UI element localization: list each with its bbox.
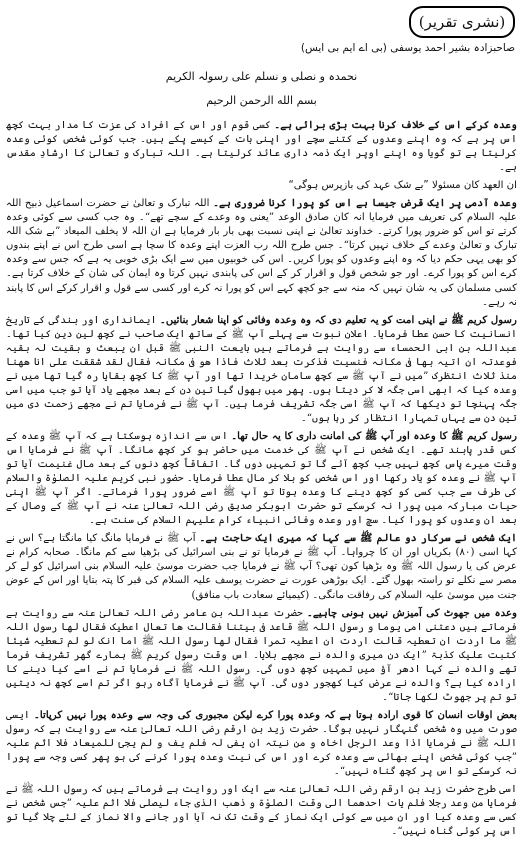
paragraph-text: آپ ﷺ نے فرمایا مانگ کیا مانگتا ہے؟ اس نے کہا اسی (۸۰) بکریاں اور ان کا چرواہا۔ آپ ﷺ نے فرمایا تو نے بنی اسرائیل کی بڑھیا سے کم مانگا۔ صحابہ کرام نے عرض کی یا رسول اللہ ﷺ وہ بڑھیا کون تھی؟ آپ ﷺ نے فرمایا جب حضرت موسیٰ علیہ السلام بنی اسرائیل کو لے کر مصر سے نکلے تو راستہ بھول گئے۔ ایک بوڑھی عورت نے حضرت یوسف علیہ السلام کی قبر کا پتہ بتایا اور اس کے عوض جنت میں موسیٰ علیہ السلام کی رفاقت مانگی۔ (کیمیائے سعادت باب منافق) [6, 533, 518, 601]
paragraph [6, 313, 517, 426]
paragraph-lead: وعدہ آدمی پر ایک قرض جیسا ہے اس کو پورا کرنا ضروری ہے۔ [213, 197, 517, 210]
paragraph-text: حضرت عبداللہ بن عامر رضی اللہ تعالیٰ عنہ سے روایت ہے فرماتے ہیں دعتنی امی یوما و رسول اللہ ﷺ قاعد فی بیتنا فقالت ھا تعال اعطیک فقال لھا رسول اللہ ﷺ ما اردت ان تعطیہ قالت اردت ان اعطیہ تمرا فقال لھا رسول اللہ ﷺ اما انک لو لم تعطیہ شیئا کتبت علیک کذبۃ ”ایک دن میری والدہ نے مجھے بلایا۔ اس وقت رسول کریم ﷺ ہمارے گھر تشریف فرما تھے والدہ نے کہا ادھر آؤ میں تمہیں کچھ دوں گی۔ رسول اللہ ﷺ نے فرمایا تم نے اسے کیا دینے کا ارادہ کیا ہے؟ والدہ نے عرض کیا کھجور دوں گی۔ آپ ﷺ نے فرمایا آگاہ رہو اگر تم اسے کچھ نہ دیتیں تو تم پر جھوٹ لکھا جاتا“۔ [6, 607, 517, 703]
paragraph-lead: رسول کریم ﷺ کا وعدہ اور آپ ﷺ کی امانت داری کا یہ حال تھا۔ [231, 429, 517, 442]
paragraph-lead: رسول کریم ﷺ نے اپنی امت کو یہ تعلیم دی کہ وہ وعدہ وفائی کو اپنا شعار بنائیں۔ [159, 313, 517, 326]
paragraph-text: ایمانداری اور بندگی کے تاریخ انسانیت کا حسن عطا فرمایا۔ اعلان نبوت سے پہلے آپ ﷺ کے ساتھ ایک صاحب نے کچھ لین دین کیا تھا۔ عبداللہ بن ابی الحمساء سے روایت ہے فرماتے ہیں بایعت النبی ﷺ قبل ان یبعث و بقیت لہ بقیہ فوعدتہ ان اتیہ بھا فی مکانہ فنسیت فذکرت بعد ثلاث فاذا ھو فی مکانہ فقال لقد شققت علی انا ھھنا منذ ثلاث انتظرک ”میں نے آپ ﷺ سے کچھ سامان خریدا تھا اور آپ ﷺ کا کچھ بقایا رہ گیا تھا میں نے وعدہ کیا کہ ابھی اسی جگہ لا کر دیتا ہوں۔ پھر میں بھول گیا تین دن کے بعد مجھے یاد آیا تو جب میں اسی جگہ پہنچا تو دیکھا کہ آپ ﷺ اسی جگہ تشریف فرما ہیں۔ آپ ﷺ نے فرمایا تم نے مجھے زحمت دی میں تین دن سے یہاں تمہارا انتظار کر رہا ہوں“۔ [6, 314, 517, 424]
article-title: (نشری تقریر) [418, 13, 506, 31]
paragraph [6, 429, 517, 528]
paragraph-text: کسی قوم اور اس کے افراد کی عزت کا مدار بہت کچھ اس پر ہے کہ وہ اپنے وعدوں کے کتنے سچے اور اپنی بات کے کیسے پکے ہیں۔ جب کوئی شخص کوئی وعدہ کرلیتا ہے تو گویا وہ اپنے اوپر ایک ذمہ داری عائد کرلیتا ہے۔ اللہ تبارک و تعالیٰ کا ارشادِ مقدس ہے۔ [6, 120, 517, 174]
paragraph [6, 782, 517, 839]
paragraph-lead: ایک شخص نے سرکار دو عالم ﷺ سے کہا کہ میری ایک حاجت ہے۔ [199, 532, 518, 545]
paragraph-text: اس سے اندازہ ہوسکتا ہے کہ آپ ﷺ وعدہ کے کس قدر پابند تھے۔ ایک شخص نے آپ ﷺ کی خدمت میں حاضر ہو کر کچھ مانگا۔ آپ ﷺ نے فرمایا اس وقت میرے پاس کچھ نہیں جب کچھ آئے گا تو تمہیں دوں گا۔ اتفاقاً کچھ دنوں کے بعد مال غنیمت آیا تو آپ ﷺ نے وعدہ کو یاد رکھا اور اس شخص کو بلا کر مال عطا فرمایا۔ حضور نبی کریم علیہ الصلوٰۃ والسلام کی طرف سے جب کسی کو کچھ دینے کا وعدہ ہوتا تو آپ ﷺ اسے ضرور پورا فرماتے۔ اگر آپ ﷺ اپنی حیات مبارکہ میں پورا نہ کرسکے تو حضرت ابوبکر صدیق رضی اللہ تعالیٰ عنہ نے آپ ﷺ کے وصال کے بعد ان وعدوں کو پورا کیا۔ سچ اور وعدہ وفائی انبیاء کرام علیہم السلام کی سنت ہے۔ [6, 430, 517, 527]
bismillah-line: بسم الله الرحمن الرحیم [206, 94, 317, 107]
opening-line: نحمدہ و نصلی و نسلم علی رسولہ الکریم [165, 70, 358, 83]
paragraph-text: ان العھد کان مسئولا ”بے شک عہد کی بازپرس ہوگی“ [288, 180, 517, 192]
paragraph-lead: وعدہ کرکے اس کے خلاف کرنا بہت بڑی برائی ہے۔ [274, 119, 517, 131]
paragraph [6, 118, 517, 175]
author-line: صاحبزادہ بشیر احمد یوسفی (بی اے ایم بی ایس) [300, 42, 515, 54]
paragraph [6, 196, 517, 309]
paragraph-text: اللہ تبارک و تعالیٰ نے حضرت اسماعیل ذبیح اللہ علیہ السلام کی تعریف میں فرمایا انہ کان صادق الوعد ”یعنی وہ وعدے کے سچے تھے“۔ وہ جب کسی سے کوئی وعدہ کرتے تو اس کو ضرور پورا کرتے۔ خداوند تعالیٰ نے اپنی نسبت بھی بار بار فرمایا ہے ان اللہ لا یخلف المیعاد ”بے شک اللہ تبارک و تعالیٰ وعدے کے خلاف نہیں کرتا“۔ جس طرح اللہ رب العزت اپنے وعدہ کا سچا ہے اسی طرح اس نے اپنے بندوں کو بھی یہی حکم دیا کہ وہ اپنے وعدوں کو پورا کریں۔ اس کی خوبیوں میں سے ایک بڑی خوبی یہ ہے کہ جس سے وعدہ کرے اس کو پورا کرے۔ اور جو شخص قول و اقرار کر کے اس کی پابندی نہیں کرتا وہ ایمان کی شان کے خلاف کرتا ہے۔ کسی مسلمان کی یہ شان نہیں کہ منہ سے جو کچھ کہے اس کو پورا نہ کرے اور کسی سے قول و اقرار کرکے اس کا پابند نہ رہے۔ [6, 198, 517, 308]
paragraph-lead: بعض اوقات انسان کا قوی ارادہ ہوتا ہے کہ وعدہ پورا کرے لیکن مجبوری کی وجہ سے وعدہ پورا نہیں کرپاتا۔ [33, 708, 517, 721]
paragraph-text: اسی طرح حضرت زید بن ارقم رضی اللہ تعالیٰ عنہ سے ایک اور روایت ہے فرماتے ہیں کہ رسول اللہ ﷺ نے فرمایا من وعد رجلا فلم یات احدھما الی وقت الصلوٰۃ و ذھب الذی جاء لیصلی فلا اثم علیہ ”جس شخص نے کسی سے وعدہ کیا اور ان میں سے کوئی ایک نماز کے وقت تک نہ آیا اور جانے والا نماز کے لئے چلا گیا تو اس پر کوئی گناہ نہیں“۔ [6, 784, 517, 838]
paragraph-lead: وعدہ میں جھوٹ کی آمیزش نہیں ہونی چاہیے۔ [306, 606, 517, 619]
paragraph [6, 178, 517, 193]
paragraph [6, 606, 517, 705]
paragraph-text: ایسی صورت میں وہ شخص گنہگار نہیں ہوگا۔ حضرت زید بن ارقم رضی اللہ تعالیٰ عنہ سے روایت ہے کہ رسول اللہ ﷺ نے فرمایا اذا وعد الرجل اخاہ و من نیتہ ان یفی لہ فلم یف و لم یجئ للمیعاد فلا اثم علیہ ”جب کوئی شخص اپنے بھائی سے وعدہ کرے اور اس کی نیت وعدہ پورا کرنے کی ہو پھر کسی وجہ سے پورا نہ کرسکے تو اس پر کچھ گناہ نہیں“۔ [6, 709, 517, 778]
paragraph [6, 708, 517, 779]
paragraph [6, 531, 517, 602]
article-title-badge [409, 6, 515, 38]
article-body [6, 118, 517, 842]
